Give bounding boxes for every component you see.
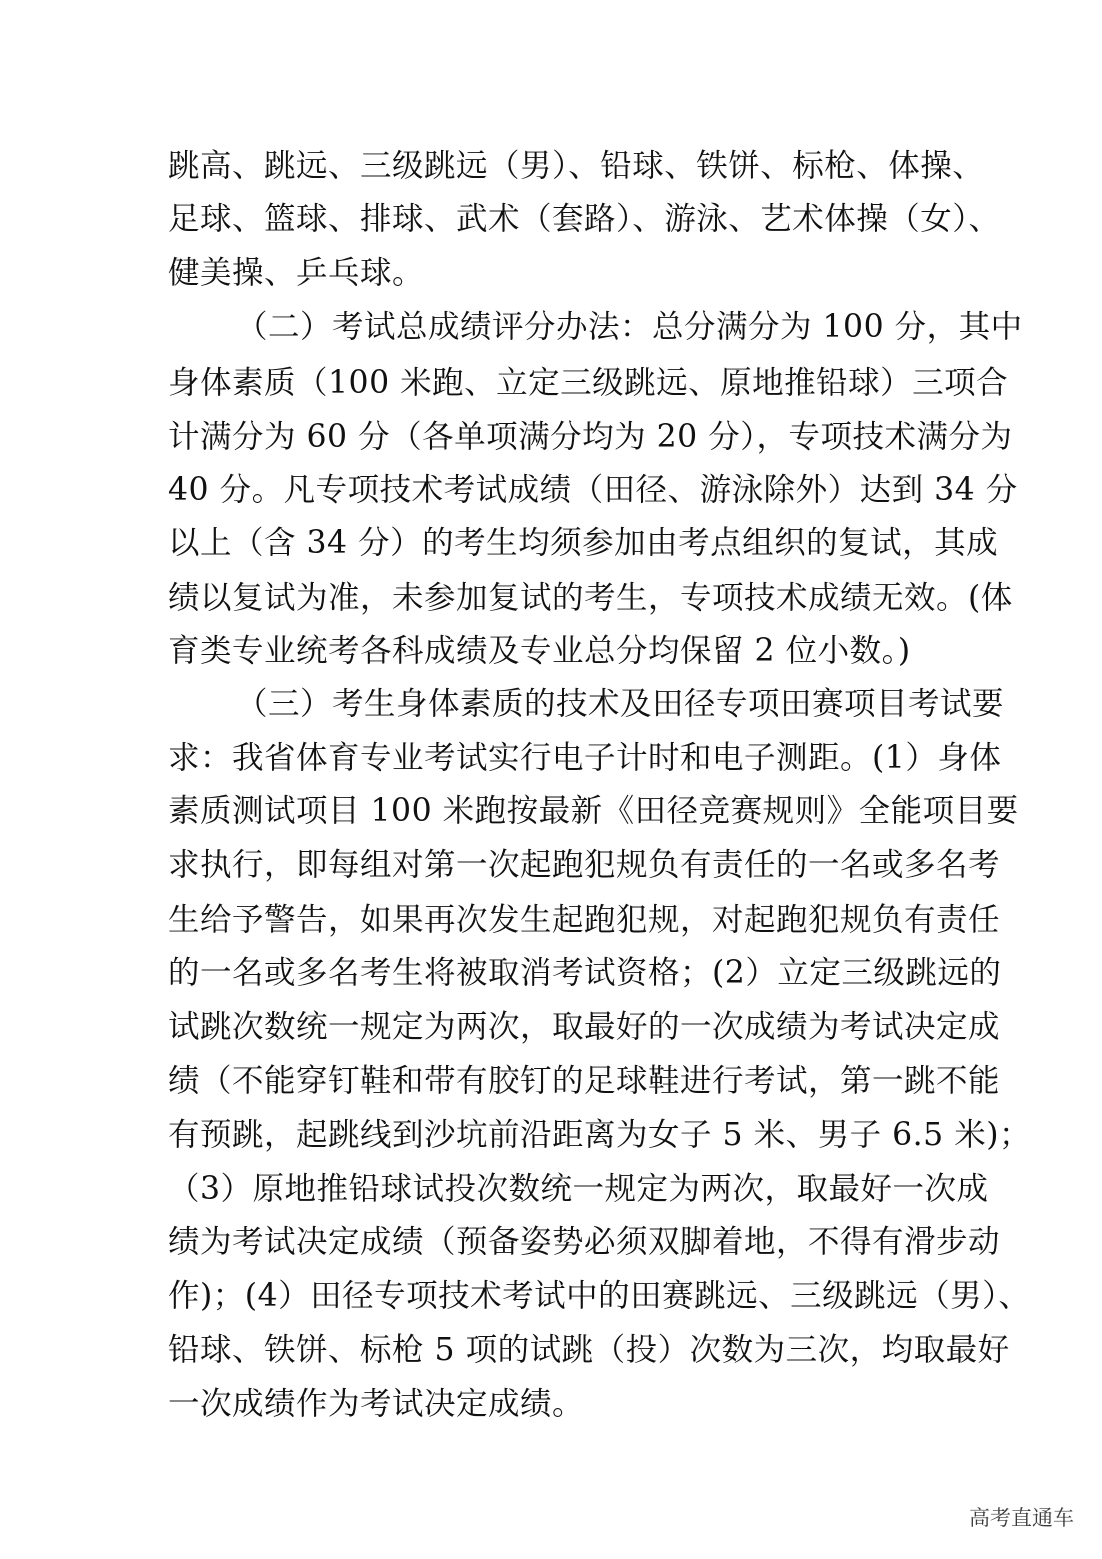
- text-line: 作)；(4）田径专项技术考试中的田赛跳远、三级跳远（男）、: [168, 1278, 1031, 1314]
- text-line: 计满分为 60 分（各单项满分均为 20 分），专项技术满分为: [168, 419, 1013, 455]
- text-line: （3）原地推铅球试投次数统一规定为两次，取最好一次成: [168, 1171, 989, 1207]
- text-line: 一次成绩作为考试决定成绩。: [168, 1386, 585, 1422]
- watermark: 高考直通车: [969, 1506, 1074, 1530]
- text-line: 绩（不能穿钉鞋和带有胶钉的足球鞋进行考试，第一跳不能: [168, 1063, 1001, 1099]
- paragraph-heading-2: （二）考试总成绩评分办法：总分满分为 100 分，其中: [236, 309, 1023, 345]
- text-line: 素质测试项目 100 米跑按最新《田径竞赛规则》全能项目要: [168, 793, 1019, 829]
- text-line: 身体素质（100 米跑、立定三级跳远、原地推铅球）三项合: [168, 365, 1009, 401]
- text-line: 生给予警告，如果再次发生起跑犯规，对起跑犯规负有责任: [168, 902, 1001, 938]
- text-line: 铅球、铁饼、标枪 5 项的试跳（投）次数为三次，均取最好: [168, 1332, 1010, 1368]
- text-line: 有预跳，起跳线到沙坑前沿距离为女子 5 米、男子 6.5 米)；: [168, 1117, 1031, 1153]
- text-line: 健美操、乒乓球。: [168, 255, 425, 291]
- text-line: 足球、篮球、排球、武术（套路）、游泳、艺术体操（女）、: [168, 201, 1001, 237]
- paragraph-heading-3: （三）考生身体素质的技术及田径专项田赛项目考试要: [236, 686, 1005, 722]
- text-line: 绩为考试决定成绩（预备姿势必须双脚着地，不得有滑步动: [168, 1224, 1001, 1260]
- text-line: 以上（含 34 分）的考生均须参加由考点组织的复试，其成: [168, 525, 999, 561]
- text-line: 绩以复试为准，未参加复试的考生，专项技术成绩无效。(体: [168, 580, 1013, 616]
- text-line: 40 分。凡专项技术考试成绩（田径、游泳除外）达到 34 分: [168, 472, 1018, 508]
- text-line: 育类专业统考各科成绩及专业总分均保留 2 位小数。): [168, 633, 911, 669]
- text-line: 求执行，即每组对第一次起跑犯规负有责任的一名或多名考: [168, 847, 1001, 883]
- text-line: 跳高、跳远、三级跳远（男）、铅球、铁饼、标枪、体操、: [168, 148, 985, 184]
- text-line: 的一名或多名考生将被取消考试资格；(2）立定三级跳远的: [168, 955, 1002, 991]
- text-line: 试跳次数统一规定为两次，取最好的一次成绩为考试决定成: [168, 1009, 1001, 1045]
- text-line: 求：我省体育专业考试实行电子计时和电子测距。(1）身体: [168, 740, 1002, 776]
